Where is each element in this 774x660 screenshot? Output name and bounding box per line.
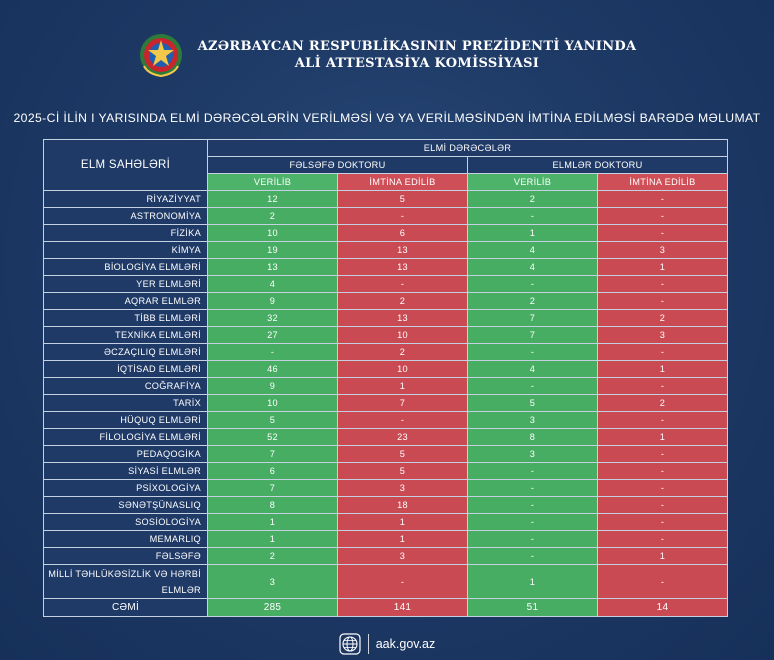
phd-given-cell: 2	[208, 208, 338, 225]
dsc-given-cell: -	[468, 514, 598, 531]
field-label: İQTİSAD ELMLƏRİ	[44, 361, 208, 378]
phd-given-cell: 1	[208, 514, 338, 531]
phd-given-cell: 32	[208, 310, 338, 327]
phd-given-cell: 27	[208, 327, 338, 344]
phd-refused-cell: 23	[338, 429, 468, 446]
phd-refused-cell: 13	[338, 259, 468, 276]
coat-of-arms-emblem	[138, 32, 184, 78]
phd-given-cell: 9	[208, 378, 338, 395]
table-row	[44, 412, 728, 429]
table-row	[44, 208, 728, 225]
phd-refused-cell: 5	[338, 463, 468, 480]
phd-refused-cell: 13	[338, 242, 468, 259]
dsc-refused-cell: -	[598, 344, 728, 361]
total-dsc-refused: 14	[598, 599, 728, 617]
dsc-given-cell: 5	[468, 395, 598, 412]
field-label: BİOLOGİYA ELMLƏRİ	[44, 259, 208, 276]
dsc-given-header: VERİLİB	[468, 174, 598, 191]
phd-refused-cell: 1	[338, 531, 468, 548]
field-label: ƏCZAÇILIQ ELMLƏRİ	[44, 344, 208, 361]
phd-refused-cell: 5	[338, 191, 468, 208]
table-row	[44, 276, 728, 293]
dsc-refused-cell: 3	[598, 327, 728, 344]
field-label: TARİX	[44, 395, 208, 412]
dsc-given-cell: -	[468, 463, 598, 480]
dsc-given-cell: 4	[468, 242, 598, 259]
table-row	[44, 259, 728, 276]
field-label: KİMYA	[44, 242, 208, 259]
dsc-given-cell: -	[468, 344, 598, 361]
dsc-refused-cell: -	[598, 463, 728, 480]
phd-refused-cell: 5	[338, 446, 468, 463]
field-label: SİYASİ ELMLƏR	[44, 463, 208, 480]
page-footer	[0, 631, 774, 657]
dsc-refused-cell: 2	[598, 310, 728, 327]
dsc-given-cell: 3	[468, 446, 598, 463]
phd-given-header: VERİLİB	[208, 174, 338, 191]
table-row	[44, 225, 728, 242]
dsc-given-cell: -	[468, 208, 598, 225]
phd-given-cell: 7	[208, 446, 338, 463]
phd-refused-header: İMTİNA EDİLİB	[338, 174, 468, 191]
phd-given-cell: 13	[208, 259, 338, 276]
phd-refused-cell: 10	[338, 361, 468, 378]
degrees-column-header: ELMİ DƏRƏCƏLƏR	[208, 140, 728, 157]
field-label: PSİXOLOGİYA	[44, 480, 208, 497]
dsc-given-cell: -	[468, 378, 598, 395]
table-row	[44, 310, 728, 327]
dsc-refused-cell: -	[598, 497, 728, 514]
phd-refused-cell: 2	[338, 293, 468, 310]
dsc-given-cell: 7	[468, 310, 598, 327]
footer-divider	[368, 634, 369, 654]
dsc-given-cell: 2	[468, 293, 598, 310]
dsc-refused-cell: -	[598, 412, 728, 429]
phd-refused-cell: 13	[338, 310, 468, 327]
dsc-refused-cell: -	[598, 378, 728, 395]
dsc-refused-cell: -	[598, 276, 728, 293]
dsc-refused-header: İMTİNA EDİLİB	[598, 174, 728, 191]
dsc-given-cell: -	[468, 548, 598, 565]
table-row	[44, 480, 728, 497]
phd-given-cell: 3	[208, 565, 338, 599]
phd-refused-cell: 18	[338, 497, 468, 514]
total-phd-given: 285	[208, 599, 338, 617]
table-row	[44, 344, 728, 361]
phd-refused-cell: 1	[338, 378, 468, 395]
field-label: FƏLSƏFƏ	[44, 548, 208, 565]
dsc-refused-cell: -	[598, 514, 728, 531]
dsc-group-header: ELMLƏR DOKTORU	[468, 157, 728, 174]
dsc-given-cell: -	[468, 480, 598, 497]
phd-refused-cell: 10	[338, 327, 468, 344]
dsc-refused-cell: 3	[598, 242, 728, 259]
phd-refused-cell: 7	[338, 395, 468, 412]
dsc-refused-cell: -	[598, 531, 728, 548]
phd-refused-cell: 3	[338, 548, 468, 565]
table-row	[44, 327, 728, 344]
phd-given-cell: 19	[208, 242, 338, 259]
field-label: ASTRONOMİYA	[44, 208, 208, 225]
org-name-line2: ALİ ATTESTASİYA KOMİSSİYASI	[294, 56, 540, 71]
fields-column-header: ELM SAHƏLƏRİ	[44, 140, 208, 191]
field-label: TİBB ELMLƏRİ	[44, 310, 208, 327]
page-header	[0, 30, 774, 80]
field-label: SOSİOLOGİYA	[44, 514, 208, 531]
dsc-given-cell: 8	[468, 429, 598, 446]
phd-given-cell: 2	[208, 548, 338, 565]
website-link[interactable]: aak.gov.az	[375, 637, 436, 651]
phd-refused-cell: 3	[338, 480, 468, 497]
total-label: CƏMİ	[44, 599, 208, 617]
document-title: 2025-Cİ İLİN I YARISINDA ELMİ DƏRƏCƏLƏRİN VERİLMƏSİ VƏ YA VERİLMƏSİNDƏN İMTİNA EDİLMƏSİ BARƏDƏ MƏLUMAT	[13, 111, 761, 125]
dsc-refused-cell: -	[598, 293, 728, 310]
phd-given-cell: 52	[208, 429, 338, 446]
phd-given-cell: 8	[208, 497, 338, 514]
table-body	[44, 191, 728, 599]
phd-refused-cell: -	[338, 208, 468, 225]
phd-refused-cell: -	[338, 412, 468, 429]
table-row	[44, 361, 728, 378]
table-row	[44, 191, 728, 208]
dsc-refused-cell: 1	[598, 429, 728, 446]
phd-refused-cell: -	[338, 565, 468, 599]
dsc-given-cell: 4	[468, 361, 598, 378]
phd-refused-cell: 2	[338, 344, 468, 361]
table-row	[44, 378, 728, 395]
phd-given-cell: 46	[208, 361, 338, 378]
field-label: FİLOLOGİYA ELMLƏRİ	[44, 429, 208, 446]
field-label: SƏNƏTŞÜNASLIQ	[44, 497, 208, 514]
dsc-refused-cell: 1	[598, 259, 728, 276]
phd-given-cell: 10	[208, 225, 338, 242]
phd-given-cell: 6	[208, 463, 338, 480]
field-label: MEMARLIQ	[44, 531, 208, 548]
field-label: YER ELMLƏRİ	[44, 276, 208, 293]
field-label: FİZİKA	[44, 225, 208, 242]
dsc-given-cell: -	[468, 531, 598, 548]
phd-refused-cell: 1	[338, 514, 468, 531]
dsc-refused-cell: -	[598, 565, 728, 599]
dsc-given-cell: 2	[468, 191, 598, 208]
field-label: MİLLİ TƏHLÜKƏSİZLİK VƏ HƏRBİ ELMLƏR	[44, 565, 208, 599]
phd-given-cell: 12	[208, 191, 338, 208]
table-row	[44, 565, 728, 599]
field-label: PEDAQOGİKA	[44, 446, 208, 463]
phd-given-cell: 7	[208, 480, 338, 497]
phd-group-header: FƏLSƏFƏ DOKTORU	[208, 157, 468, 174]
dsc-given-cell: -	[468, 276, 598, 293]
phd-given-cell: 1	[208, 531, 338, 548]
globe-icon	[339, 633, 361, 655]
dsc-given-cell: 3	[468, 412, 598, 429]
dsc-given-cell: -	[468, 497, 598, 514]
table-row	[44, 429, 728, 446]
phd-refused-cell: -	[338, 276, 468, 293]
dsc-refused-cell: -	[598, 446, 728, 463]
dsc-given-cell: 4	[468, 259, 598, 276]
phd-given-cell: 4	[208, 276, 338, 293]
dsc-given-cell: 1	[468, 565, 598, 599]
total-phd-refused: 141	[338, 599, 468, 617]
field-label: COĞRAFİYA	[44, 378, 208, 395]
dsc-refused-cell: -	[598, 480, 728, 497]
dsc-given-cell: 7	[468, 327, 598, 344]
field-label: HÜQUQ ELMLƏRİ	[44, 412, 208, 429]
degrees-table	[43, 139, 728, 617]
phd-given-cell: -	[208, 344, 338, 361]
total-row	[44, 599, 728, 617]
phd-given-cell: 5	[208, 412, 338, 429]
field-label: RİYAZİYYAT	[44, 191, 208, 208]
table-row	[44, 293, 728, 310]
phd-refused-cell: 6	[338, 225, 468, 242]
table-row	[44, 548, 728, 565]
dsc-refused-cell: -	[598, 225, 728, 242]
dsc-refused-cell: -	[598, 208, 728, 225]
dsc-refused-cell: 2	[598, 395, 728, 412]
dsc-refused-cell: 1	[598, 548, 728, 565]
field-label: AQRAR ELMLƏR	[44, 293, 208, 310]
dsc-refused-cell: -	[598, 191, 728, 208]
phd-given-cell: 9	[208, 293, 338, 310]
table-row	[44, 395, 728, 412]
table-row	[44, 514, 728, 531]
table-row	[44, 531, 728, 548]
table-row	[44, 463, 728, 480]
org-name-line1: AZƏRBAYCAN RESPUBLİKASININ PREZİDENTİ YANINDA	[197, 39, 637, 54]
table-row	[44, 446, 728, 463]
table-row	[44, 497, 728, 514]
table-row	[44, 242, 728, 259]
dsc-refused-cell: 1	[598, 361, 728, 378]
field-label: TEXNİKA ELMLƏRİ	[44, 327, 208, 344]
total-dsc-given: 51	[468, 599, 598, 617]
dsc-given-cell: 1	[468, 225, 598, 242]
phd-given-cell: 10	[208, 395, 338, 412]
